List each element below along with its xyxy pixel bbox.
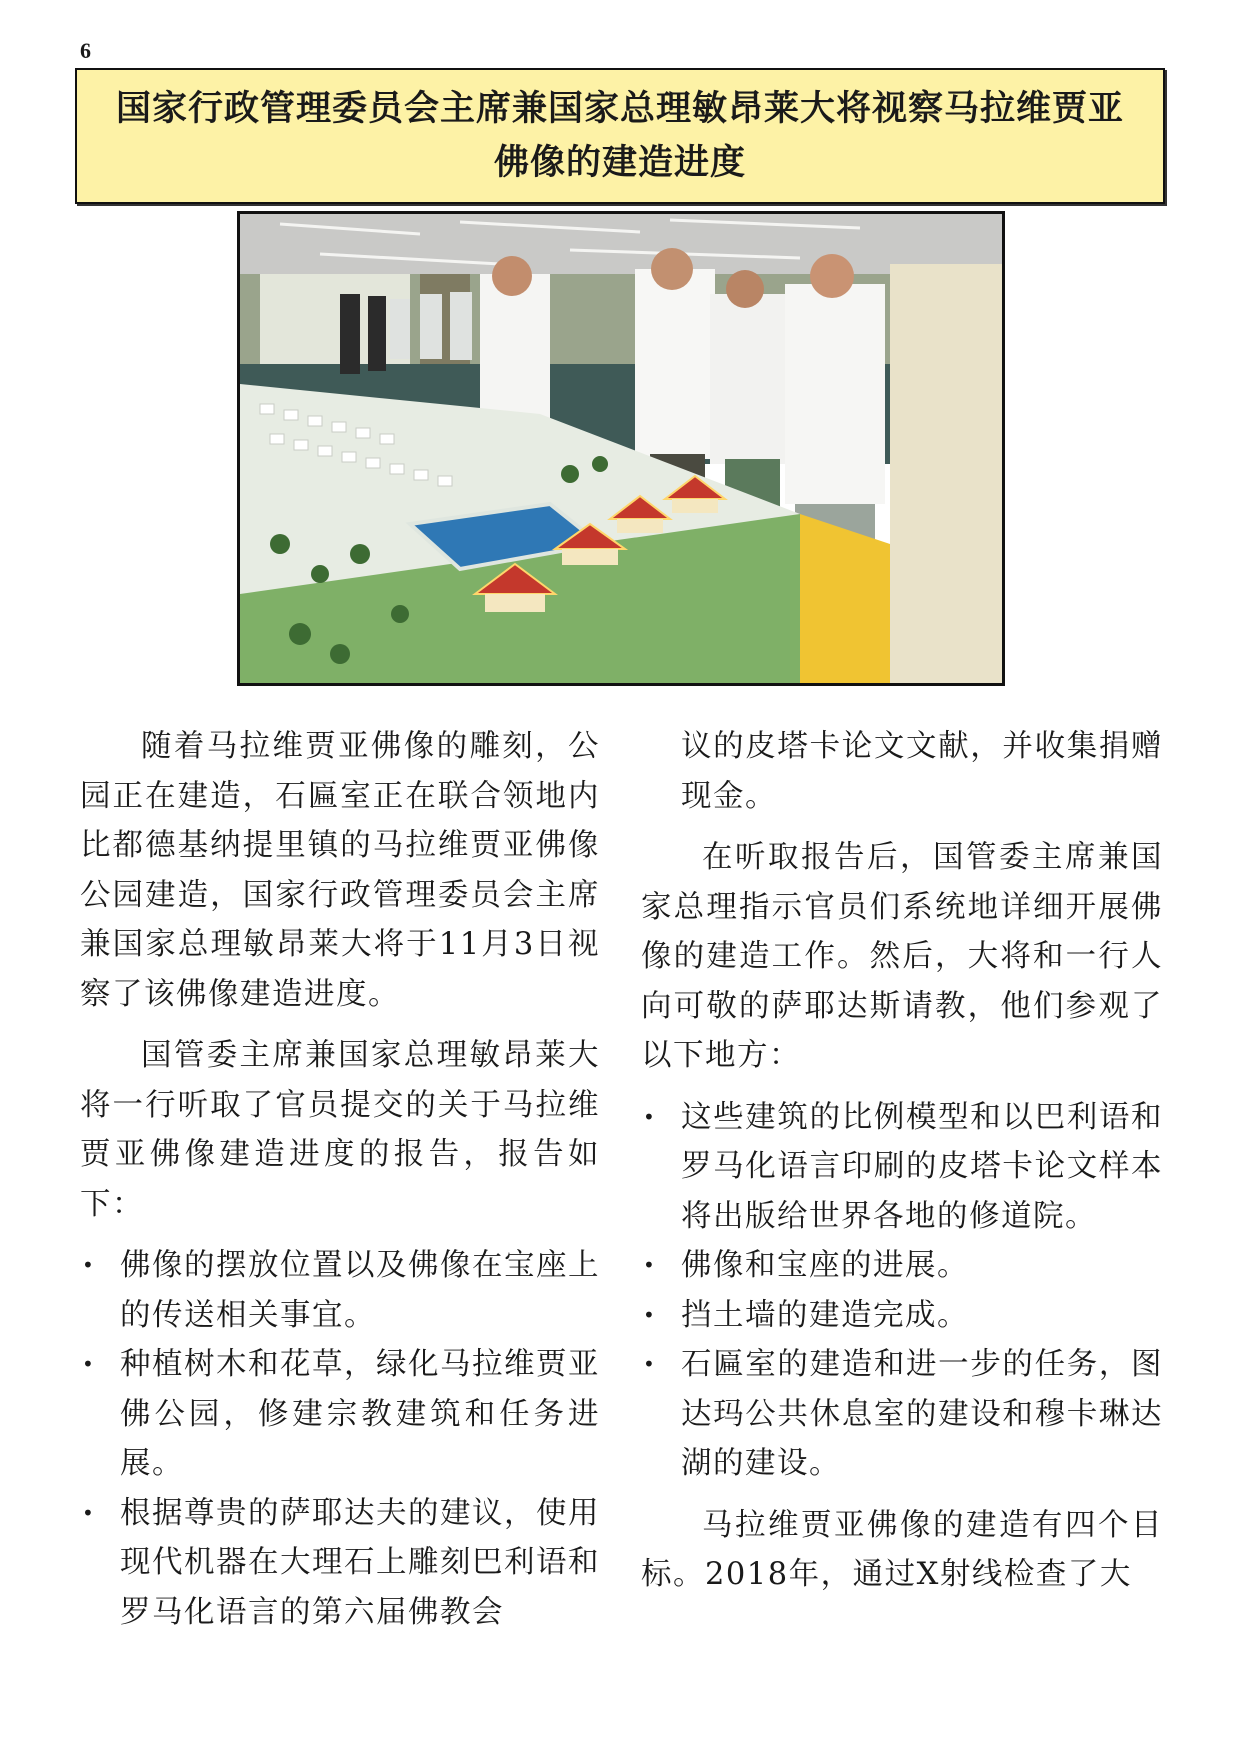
list-item: • 这些建筑的比例模型和以巴利语和罗马化语言印刷的皮塔卡论文样本将出版给世界各地的修道院。 bbox=[641, 1093, 1163, 1242]
list-item: • 石匾室的建造和进一步的任务，图达玛公共休息室的建设和穆卡琳达湖的建设。 bbox=[641, 1340, 1163, 1489]
list-item: • 挡土墙的建造完成。 bbox=[641, 1291, 1163, 1341]
list-item-continuation: 议的皮塔卡论文文献，并收集捐赠现金。 bbox=[681, 729, 1163, 814]
paragraph: 国管委主席兼国家总理敏昂莱大将一行听取了官员提交的关于马拉维贾亚佛像建造进度的报告，报告如下： bbox=[80, 1038, 600, 1222]
photo-illustration bbox=[240, 214, 1002, 683]
list-item: • 种植树木和花草，绿化马拉维贾亚佛公园，修建宗教建筑和任务进展。 bbox=[80, 1340, 600, 1489]
list-item: • 佛像的摆放位置以及佛像在宝座上的传送相关事宜。 bbox=[80, 1241, 600, 1340]
article-column-left bbox=[80, 722, 600, 1649]
article-column-right bbox=[641, 722, 1163, 1612]
headline-box bbox=[75, 68, 1165, 204]
report-list bbox=[80, 1241, 600, 1637]
headline-line-1: 国家行政管理委员会主席兼国家总理敏昂莱大将视察马拉维贾亚 bbox=[115, 89, 1124, 129]
paragraph: 马拉维贾亚佛像的建造有四个目标。2018年，通过X射线检查了大 bbox=[641, 1507, 1163, 1592]
page-number: 6 bbox=[80, 38, 91, 63]
paragraph: 在听取报告后，国管委主席兼国家总理指示官员们系统地详细开展佛像的建造工作。然后，大将和一行人向可敬的萨耶达斯请教，他们参观了以下地方： bbox=[641, 840, 1163, 1073]
list-item: • 佛像和宝座的进展。 bbox=[641, 1241, 1163, 1291]
news-photo bbox=[237, 211, 1005, 686]
list-item: • 根据尊贵的萨耶达夫的建议，使用现代机器在大理石上雕刻巴利语和罗马化语言的第六届佛教会 bbox=[80, 1489, 600, 1638]
visit-list bbox=[641, 1093, 1163, 1489]
paragraph: 随着马拉维贾亚佛像的雕刻，公园正在建造，石匾室正在联合领地内比都德基纳提里镇的马拉维贾亚佛像公园建造，国家行政管理委员会主席兼国家总理敏昂莱大将于11月3日视察了该佛像建造进度。 bbox=[80, 729, 600, 1012]
headline-line-2: 佛像的建造进度 bbox=[493, 143, 746, 183]
